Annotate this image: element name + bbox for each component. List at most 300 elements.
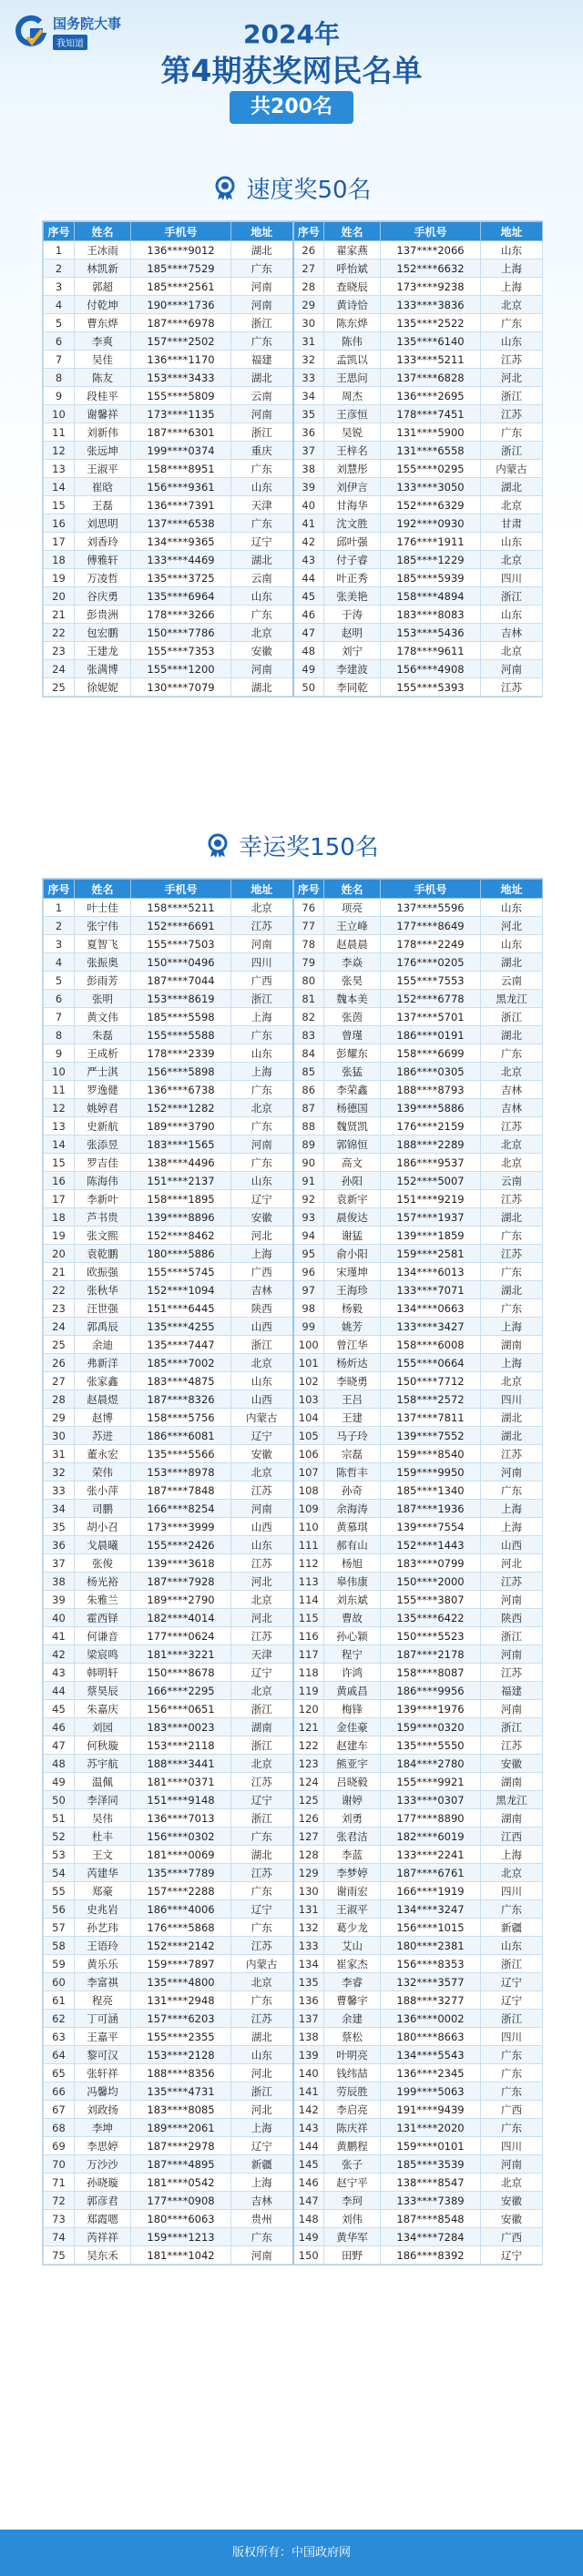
cell-phone: 136****6738 (131, 1081, 231, 1099)
cell-no: 1 (44, 241, 75, 260)
cell-region: 河南 (231, 296, 293, 314)
cell-phone: 155****0664 (381, 1354, 481, 1372)
cell-phone: 155****1200 (131, 660, 231, 678)
cell-name: 张猛 (324, 1063, 381, 1081)
cell-no: 144 (293, 2137, 324, 2155)
col-header-no: 序号 (44, 222, 75, 241)
cell-name: 程亮 (75, 1991, 131, 2010)
cell-region: 北京 (231, 1099, 293, 1117)
cell-phone: 133****7389 (381, 2192, 481, 2210)
cell-name: 王文 (75, 1846, 131, 1864)
cell-phone: 185****7529 (131, 260, 231, 278)
cell-phone: 157****1937 (381, 1208, 481, 1227)
cell-phone: 166****2295 (131, 1682, 231, 1700)
cell-region: 湖北 (231, 678, 293, 697)
cell-region: 广东 (231, 1081, 293, 1099)
cell-region: 辽宁 (231, 1791, 293, 1809)
cell-name: 陈海伟 (75, 1172, 131, 1190)
cell-region: 广东 (231, 332, 293, 351)
cell-phone: 137****5701 (381, 1008, 481, 1026)
cell-region: 北京 (481, 1135, 543, 1154)
cell-name: 段桂平 (75, 387, 131, 405)
cell-no: 27 (293, 260, 324, 278)
cell-no: 146 (293, 2174, 324, 2192)
lucky-table-row (44, 1500, 543, 1518)
cell-name: 谢婷 (324, 1791, 381, 1809)
cell-region: 云南 (231, 569, 293, 587)
cell-name: 曹馨宇 (324, 1991, 381, 2010)
lucky-table-row (44, 899, 543, 917)
cell-name: 罗吉佳 (75, 1154, 131, 1172)
cell-no: 68 (44, 2119, 75, 2137)
cell-region: 浙江 (481, 587, 543, 606)
cell-name: 叶正秀 (324, 569, 381, 587)
cell-name: 苏进 (75, 1427, 131, 1445)
cell-phone: 158****8087 (381, 1664, 481, 1682)
cell-phone: 155****2426 (131, 1536, 231, 1554)
cell-phone: 178****7451 (381, 405, 481, 423)
lucky-table-row (44, 1991, 543, 2010)
cell-name: 曹东烨 (75, 314, 131, 332)
cell-no: 102 (293, 1372, 324, 1390)
cell-name: 宗磊 (324, 1445, 381, 1463)
cell-region: 山东 (231, 478, 293, 496)
cell-no: 29 (44, 1409, 75, 1427)
cell-phone: 186****8392 (381, 2246, 481, 2265)
cell-no: 87 (293, 1099, 324, 1117)
cell-no: 132 (293, 1919, 324, 1937)
cell-region: 贵州 (231, 2210, 293, 2228)
cell-region: 云南 (481, 1172, 543, 1190)
cell-no: 61 (44, 1991, 75, 2010)
cell-no: 32 (44, 1463, 75, 1481)
cell-name: 韩明轩 (75, 1664, 131, 1682)
cell-region: 甘肃 (481, 514, 543, 533)
cell-no: 66 (44, 2082, 75, 2101)
cell-phone: 151****9219 (381, 1190, 481, 1208)
cell-name: 杨光裕 (75, 1573, 131, 1591)
cell-phone: 159****8540 (381, 1445, 481, 1463)
cell-phone: 159****0320 (381, 1718, 481, 1736)
cell-name: 张轩祥 (75, 2064, 131, 2082)
cell-name: 朱磊 (75, 1026, 131, 1044)
cell-name: 孙奇 (324, 1481, 381, 1500)
cell-phone: 155****3807 (381, 1591, 481, 1609)
cell-region: 吉林 (481, 1099, 543, 1117)
cell-no: 50 (44, 1791, 75, 1809)
cell-region: 辽宁 (481, 2246, 543, 2265)
cell-no: 150 (293, 2246, 324, 2265)
cell-no: 82 (293, 1008, 324, 1026)
cell-no: 37 (293, 442, 324, 460)
cell-region: 陕西 (231, 1299, 293, 1318)
cell-phone: 176****5868 (131, 1919, 231, 1937)
cell-region: 湖北 (231, 551, 293, 569)
cell-name: 陈伟 (324, 332, 381, 351)
cell-phone: 135****4255 (131, 1318, 231, 1336)
cell-phone: 155****5809 (131, 387, 231, 405)
cell-phone: 136****1170 (131, 351, 231, 369)
cell-no: 47 (293, 624, 324, 642)
cell-name: 俞小阳 (324, 1245, 381, 1263)
cell-no: 129 (293, 1864, 324, 1882)
cell-region: 天津 (231, 1645, 293, 1664)
cell-region: 河北 (231, 1609, 293, 1627)
cell-phone: 188****3441 (131, 1755, 231, 1773)
cell-no: 6 (44, 332, 75, 351)
lucky-table-row (44, 1682, 543, 1700)
cell-region: 辽宁 (231, 2137, 293, 2155)
cell-no: 35 (293, 405, 324, 423)
cell-phone: 185****2561 (131, 278, 231, 296)
cell-region: 黑龙江 (481, 1791, 543, 1809)
lucky-table-row (44, 2155, 543, 2174)
cell-phone: 139****1859 (381, 1227, 481, 1245)
speed-table-row (44, 442, 543, 460)
lucky-table-row (44, 1263, 543, 1281)
cell-name: 查晓辰 (324, 278, 381, 296)
cell-phone: 133****5211 (381, 351, 481, 369)
cell-name: 梁宸鸣 (75, 1645, 131, 1664)
cell-name: 郭超 (75, 278, 131, 296)
cell-name: 王成析 (75, 1044, 131, 1063)
cell-no: 14 (44, 478, 75, 496)
cell-region: 重庆 (231, 442, 293, 460)
cell-no: 60 (44, 1973, 75, 1991)
cell-phone: 152****6632 (381, 260, 481, 278)
col-header-phone: 手机号 (381, 222, 481, 241)
cell-phone: 134****0663 (381, 1299, 481, 1318)
cell-no: 121 (293, 1718, 324, 1736)
cell-no: 13 (44, 460, 75, 478)
cell-no: 113 (293, 1573, 324, 1591)
cell-phone: 137****7811 (381, 1409, 481, 1427)
cell-no: 10 (44, 405, 75, 423)
logo-badge: 我知道 (53, 35, 87, 50)
cell-no: 84 (293, 1044, 324, 1063)
cell-no: 33 (44, 1481, 75, 1500)
cell-no: 125 (293, 1791, 324, 1809)
cell-no: 48 (293, 642, 324, 660)
cell-name: 刘思明 (75, 514, 131, 533)
cell-name: 黄戚昌 (324, 1682, 381, 1700)
cell-region: 安徽 (481, 2210, 543, 2228)
cell-name: 余建 (324, 2010, 381, 2028)
cell-name: 王吕 (324, 1390, 381, 1409)
cell-phone: 139****8896 (131, 1208, 231, 1227)
cell-phone: 191****9439 (381, 2101, 481, 2119)
cell-no: 34 (293, 387, 324, 405)
cell-region: 安徽 (231, 1445, 293, 1463)
cell-no: 99 (293, 1318, 324, 1336)
cell-name: 吴锐 (324, 423, 381, 442)
cell-no: 88 (293, 1117, 324, 1135)
cell-phone: 159****1213 (131, 2228, 231, 2246)
cell-name: 朱雅兰 (75, 1591, 131, 1609)
cell-name: 崔晗 (75, 478, 131, 496)
speed-table-row (44, 278, 543, 296)
cell-region: 江苏 (481, 1664, 543, 1682)
cell-no: 28 (44, 1390, 75, 1409)
cell-name: 刘政扬 (75, 2101, 131, 2119)
cell-name: 傅雅轩 (75, 551, 131, 569)
cell-region: 河南 (231, 2246, 293, 2265)
cell-name: 王立峰 (324, 917, 381, 935)
cell-region: 吉林 (231, 1281, 293, 1299)
lucky-table-row (44, 1190, 543, 1208)
lucky-table-row (44, 1809, 543, 1828)
cell-phone: 135****6140 (381, 332, 481, 351)
cell-no: 5 (44, 314, 75, 332)
cell-name: 黎可汉 (75, 2046, 131, 2064)
cell-phone: 131****2020 (381, 2119, 481, 2137)
cell-name: 沈文胜 (324, 514, 381, 533)
cell-region: 山东 (481, 332, 543, 351)
col-header-phone: 手机号 (381, 880, 481, 899)
speed-table-header (44, 222, 543, 241)
cell-name: 王建龙 (75, 642, 131, 660)
cell-phone: 188****3277 (381, 1991, 481, 2010)
cell-phone: 135****7789 (131, 1864, 231, 1882)
cell-phone: 187****1936 (381, 1500, 481, 1518)
cell-no: 119 (293, 1682, 324, 1700)
cell-no: 18 (44, 1208, 75, 1227)
cell-name: 彭贵洲 (75, 606, 131, 624)
cell-region: 山西 (481, 1536, 543, 1554)
cell-phone: 131****6558 (381, 442, 481, 460)
cell-name: 余海涛 (324, 1500, 381, 1518)
cell-region: 北京 (481, 1154, 543, 1172)
cell-phone: 139****5886 (381, 1099, 481, 1117)
cell-phone: 158****6699 (381, 1044, 481, 1063)
cell-name: 王淑平 (75, 460, 131, 478)
cell-no: 118 (293, 1664, 324, 1682)
cell-no: 12 (44, 1099, 75, 1117)
cell-region: 湖北 (231, 369, 293, 387)
cell-name: 杨德国 (324, 1099, 381, 1117)
cell-region: 河北 (231, 2064, 293, 2082)
cell-region: 上海 (481, 1318, 543, 1336)
speed-table-row (44, 405, 543, 423)
trophy-medal-icon (211, 174, 239, 201)
cell-region: 江苏 (481, 1445, 543, 1463)
speed-table (42, 220, 543, 697)
cell-no: 33 (293, 369, 324, 387)
cell-no: 41 (44, 1627, 75, 1645)
cell-region: 河南 (231, 660, 293, 678)
cell-name: 张子 (324, 2155, 381, 2174)
cell-no: 40 (44, 1609, 75, 1627)
cell-region: 山东 (231, 1044, 293, 1063)
cell-region: 山东 (231, 1536, 293, 1554)
cell-phone: 173****9238 (381, 278, 481, 296)
cell-name: 苏宇航 (75, 1755, 131, 1773)
cell-phone: 166****8254 (131, 1500, 231, 1518)
cell-no: 56 (44, 1900, 75, 1919)
cell-name: 李坤 (75, 2119, 131, 2137)
cell-no: 17 (44, 533, 75, 551)
cell-region: 北京 (231, 1591, 293, 1609)
cell-region: 浙江 (481, 1718, 543, 1736)
lucky-table-row (44, 2064, 543, 2082)
lucky-table-row (44, 1664, 543, 1682)
cell-name: 李泽同 (75, 1791, 131, 1809)
cell-no: 124 (293, 1773, 324, 1791)
cell-no: 16 (44, 514, 75, 533)
cell-phone: 187****6978 (131, 314, 231, 332)
cell-phone: 187****7848 (131, 1481, 231, 1500)
lucky-table-row (44, 1299, 543, 1318)
cell-name: 李蓝 (324, 1846, 381, 1864)
col-header-name: 姓名 (324, 880, 381, 899)
cell-name: 孙晓璇 (75, 2174, 131, 2192)
cell-name: 袁乾鹏 (75, 1245, 131, 1263)
cell-region: 河南 (231, 1500, 293, 1518)
cell-name: 何秋璇 (75, 1736, 131, 1755)
cell-no: 70 (44, 2155, 75, 2174)
cell-no: 39 (293, 478, 324, 496)
cell-name: 陈庆祥 (324, 2119, 381, 2137)
cell-phone: 151****9148 (131, 1791, 231, 1809)
cell-region: 广东 (481, 2119, 543, 2137)
cell-region: 山东 (481, 241, 543, 260)
cell-region: 浙江 (231, 1336, 293, 1354)
cell-no: 141 (293, 2082, 324, 2101)
cell-no: 22 (44, 624, 75, 642)
cell-name: 李新叶 (75, 1190, 131, 1208)
cell-no: 4 (44, 953, 75, 972)
cell-name: 高文 (324, 1154, 381, 1172)
lucky-table-row (44, 1154, 543, 1172)
cell-no: 2 (44, 260, 75, 278)
cell-no: 105 (293, 1427, 324, 1445)
cell-phone: 187****2178 (381, 1645, 481, 1664)
cell-no: 77 (293, 917, 324, 935)
cell-phone: 158****8951 (131, 460, 231, 478)
cell-name: 赵建车 (324, 1736, 381, 1755)
cell-region: 吉林 (481, 624, 543, 642)
cell-region: 山东 (481, 935, 543, 953)
cell-region: 湖北 (231, 2028, 293, 2046)
cell-phone: 138****8547 (381, 2174, 481, 2192)
cell-phone: 135****6422 (381, 1609, 481, 1627)
cell-name: 张美艳 (324, 587, 381, 606)
lucky-table (42, 878, 543, 2265)
lucky-table-row (44, 1900, 543, 1919)
cell-phone: 134****7284 (381, 2228, 481, 2246)
cell-no: 138 (293, 2028, 324, 2046)
cell-region: 广东 (231, 1828, 293, 1846)
cell-no: 117 (293, 1645, 324, 1664)
cell-name: 杨炘达 (324, 1354, 381, 1372)
cell-region: 河南 (231, 278, 293, 296)
cell-region: 吉林 (481, 1081, 543, 1099)
cell-name: 杨毅 (324, 1299, 381, 1318)
speed-table-row (44, 606, 543, 624)
cell-region: 安徽 (481, 1755, 543, 1773)
cell-region: 河南 (481, 660, 543, 678)
cell-phone: 156****0651 (131, 1700, 231, 1718)
cell-name: 彭耀东 (324, 1044, 381, 1063)
cell-no: 86 (293, 1081, 324, 1099)
cell-name: 张秋华 (75, 1281, 131, 1299)
cell-phone: 136****2695 (381, 387, 481, 405)
cell-phone: 189****2790 (131, 1591, 231, 1609)
cell-name: 邱叶强 (324, 533, 381, 551)
cell-name: 皋伟康 (324, 1573, 381, 1591)
cell-phone: 182****6019 (381, 1828, 481, 1846)
cell-region: 广东 (231, 1026, 293, 1044)
cell-name: 叶明亮 (324, 2046, 381, 2064)
cell-no: 26 (293, 241, 324, 260)
cell-phone: 182****4014 (131, 1609, 231, 1627)
cell-name: 温佩 (75, 1773, 131, 1791)
cell-no: 31 (293, 332, 324, 351)
cell-no: 149 (293, 2228, 324, 2246)
cell-name: 付子睿 (324, 551, 381, 569)
cell-no: 42 (44, 1645, 75, 1664)
cell-phone: 153****5436 (381, 624, 481, 642)
cell-region: 广东 (481, 2046, 543, 2064)
cell-name: 张振奥 (75, 953, 131, 972)
cell-phone: 166****1919 (381, 1882, 481, 1900)
cell-region: 内蒙古 (481, 460, 543, 478)
cell-no: 54 (44, 1864, 75, 1882)
cell-name: 陈东烨 (324, 314, 381, 332)
cell-no: 41 (293, 514, 324, 533)
cell-no: 107 (293, 1463, 324, 1481)
cell-phone: 150****7712 (381, 1372, 481, 1390)
cell-no: 143 (293, 2119, 324, 2137)
cell-name: 徐妮妮 (75, 678, 131, 697)
cell-no: 135 (293, 1973, 324, 1991)
cell-region: 江苏 (481, 405, 543, 423)
lucky-section-title: 幸运奖150名 (239, 833, 379, 861)
cell-no: 64 (44, 2046, 75, 2064)
cell-phone: 159****2581 (381, 1245, 481, 1263)
cell-name: 王海珍 (324, 1281, 381, 1299)
cell-name: 司鹏 (75, 1500, 131, 1518)
cell-phone: 155****5393 (381, 678, 481, 697)
cell-region: 广东 (231, 260, 293, 278)
cell-region: 云南 (231, 387, 293, 405)
cell-no: 7 (44, 351, 75, 369)
speed-table-row (44, 478, 543, 496)
cell-phone: 177****8890 (381, 1809, 481, 1828)
cell-no: 96 (293, 1263, 324, 1281)
col-header-region: 地址 (231, 880, 293, 899)
cell-region: 广西 (231, 972, 293, 990)
speed-section-title: 速度奖50名 (246, 176, 372, 204)
cell-region: 广东 (481, 314, 543, 332)
cell-region: 北京 (481, 2174, 543, 2192)
lucky-table-row (44, 1044, 543, 1063)
cell-phone: 151****6445 (131, 1299, 231, 1318)
cell-region: 广东 (481, 1227, 543, 1245)
cell-name: 黄华军 (324, 2228, 381, 2246)
lucky-table-row (44, 1008, 543, 1026)
cell-region: 河北 (231, 2101, 293, 2119)
cell-name: 李爽 (75, 332, 131, 351)
cell-phone: 135****3725 (131, 569, 231, 587)
cell-no: 75 (44, 2246, 75, 2265)
header (0, 0, 583, 137)
cell-region: 北京 (231, 1682, 293, 1700)
cell-name: 蔡松 (324, 2028, 381, 2046)
col-header-name: 姓名 (75, 222, 131, 241)
cell-phone: 185****1340 (381, 1481, 481, 1500)
cell-no: 29 (293, 296, 324, 314)
